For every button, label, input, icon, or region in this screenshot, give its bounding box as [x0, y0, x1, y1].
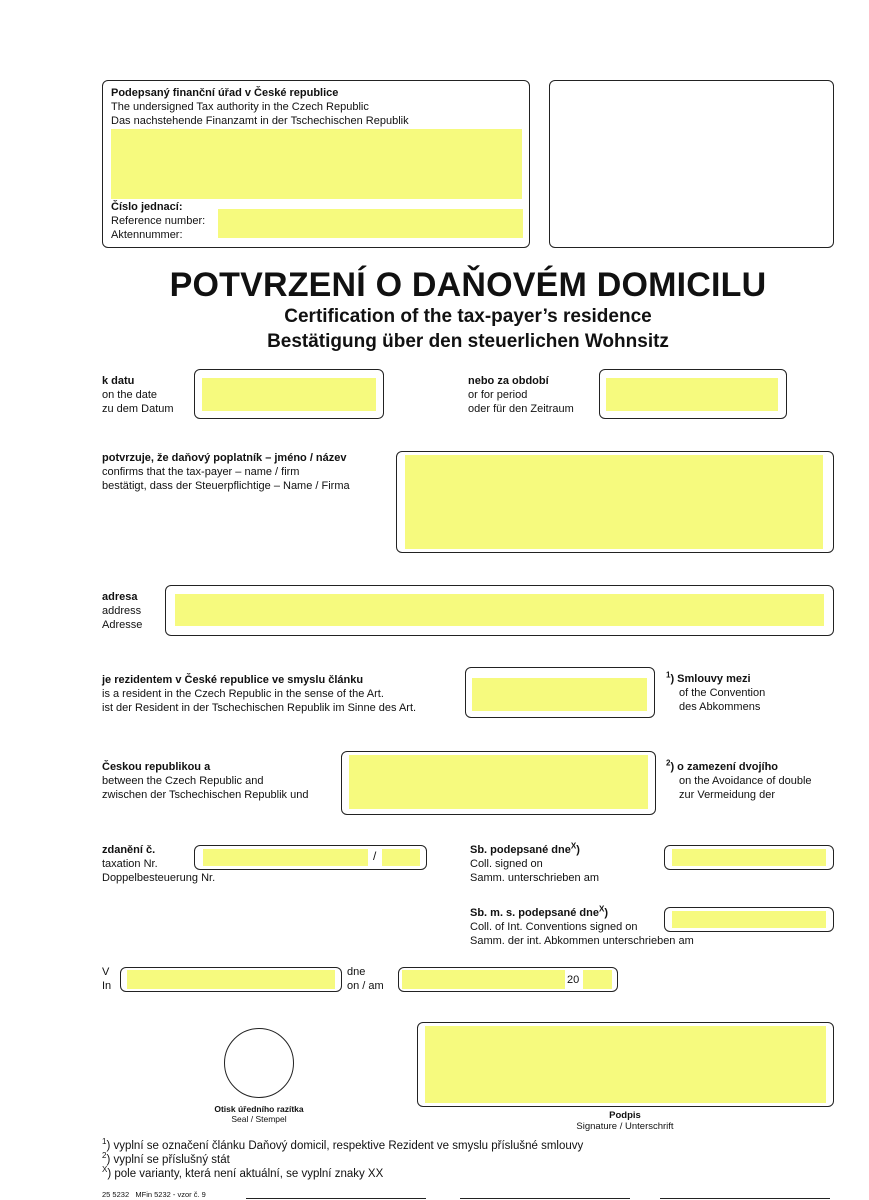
- year-field[interactable]: [583, 970, 612, 989]
- country-field[interactable]: [349, 755, 648, 809]
- date-label: [102, 374, 174, 416]
- when-label-cz: dne: [347, 966, 366, 978]
- int-coll-label-cz: Sb. m. s. podepsané dne: [470, 907, 599, 919]
- period-label: [468, 374, 574, 416]
- taxation-label-cz: zdanění č.: [102, 844, 156, 856]
- authority-name-field[interactable]: [111, 129, 522, 199]
- taxpayer-label-en: confirms that the tax-payer – name / firm: [102, 466, 300, 478]
- resident-label-cz: je rezidentem v České republice ve smyslu článku: [102, 674, 364, 686]
- int-coll-field[interactable]: [672, 911, 826, 928]
- authority-label: [111, 86, 409, 128]
- signature-label-en: Signature / Unterschrift: [576, 1121, 674, 1132]
- seal-circle: [224, 1028, 294, 1098]
- period-label-de: oder für den Zeitraum: [468, 403, 574, 415]
- page-title: POTVRZENÍ O DAŇOVÉM DOMICILU: [169, 266, 767, 304]
- page-subtitle-en: Certification of the tax-payer’s residence: [284, 306, 652, 327]
- year-prefix: 20: [567, 974, 580, 986]
- signature-label: [545, 1110, 705, 1132]
- date-label-de: zu dem Datum: [102, 403, 174, 415]
- coll-sup: X: [570, 841, 577, 851]
- taxation-number-field[interactable]: [203, 849, 368, 866]
- reference-label-cz: Číslo jednací:: [111, 201, 183, 213]
- place-label: [102, 965, 111, 993]
- resident-label-en: is a resident in the Czech Republic in the sense of the Art.: [102, 688, 384, 700]
- address-field[interactable]: [175, 594, 824, 626]
- convention-label-cz: ) Smlouvy mezi: [670, 673, 751, 685]
- country-label-cz: Českou republikou a: [102, 761, 211, 773]
- footnote-2-text: ) vyplní se příslušný stát: [106, 1154, 230, 1166]
- avoidance-label-de: zur Vermeidung der: [679, 789, 775, 801]
- taxation-slash: /: [373, 849, 377, 863]
- address-label-cz: adresa: [102, 591, 138, 603]
- address-label-en: address: [102, 605, 142, 617]
- avoidance-label-en: on the Avoidance of double: [679, 775, 812, 787]
- footnote-1-text: ) vyplní se označení článku Daňový domicil, respektive Rezident ve smyslu příslušné smlouvy: [106, 1140, 584, 1152]
- address-label: [102, 590, 142, 632]
- place-label-en: In: [102, 980, 112, 992]
- form-code: 25 5232 MFin 5232 - vzor č. 9: [102, 1190, 206, 1199]
- convention-label-de: des Abkommens: [679, 701, 761, 713]
- country-label-en: between the Czech Republic and: [102, 775, 264, 787]
- seal-label-cz: Otisk úředního razítka: [214, 1104, 304, 1114]
- taxpayer-label: [102, 451, 350, 493]
- country-label-de: zwischen der Tschechischen Republik und: [102, 789, 309, 801]
- int-coll-label: [470, 906, 694, 948]
- signature-field[interactable]: [425, 1026, 826, 1103]
- taxpayer-label-cz: potvrzuje, že daňový poplatník – jméno / název: [102, 452, 347, 464]
- footnote-3: [102, 1167, 383, 1181]
- authority-label-cz: Podepsaný finanční úřad v České republice: [111, 87, 339, 99]
- when-field[interactable]: [402, 970, 565, 989]
- period-label-en: or for period: [468, 389, 528, 401]
- reference-number-label: [111, 200, 205, 242]
- footnote-3-text: ) pole varianty, která není aktuální, se vyplní znaky XX: [107, 1168, 384, 1180]
- int-coll-label-en: Coll. of Int. Conventions signed on: [470, 921, 638, 933]
- signature-label-cz: Podpis: [609, 1110, 641, 1121]
- coll-signed-label-en: Coll. signed on: [470, 858, 543, 870]
- footnote-3-sup: X: [102, 1165, 108, 1175]
- footnote-1: [102, 1139, 583, 1153]
- taxation-label-de: Doppelbesteuerung Nr.: [102, 872, 216, 884]
- authority-label-en: The undersigned Tax authority in the Czech Republic: [111, 101, 369, 113]
- authority-label-de: Das nachstehende Finanzamt in der Tschechischen Republik: [111, 115, 409, 127]
- avoidance-label: [666, 760, 812, 802]
- taxpayer-name-field[interactable]: [405, 455, 823, 549]
- coll-close: ): [576, 844, 580, 856]
- reference-label-en: Reference number:: [111, 215, 206, 227]
- seal-label-en: Seal / Stempel: [231, 1114, 287, 1124]
- avoidance-label-cz: ) o zamezení dvojího: [670, 761, 779, 773]
- period-field[interactable]: [606, 378, 778, 411]
- coll-signed-label-de: Samm. unterschrieben am: [470, 872, 599, 884]
- country-label: [102, 760, 308, 802]
- int-coll-sup: X: [598, 904, 605, 914]
- coll-signed-field[interactable]: [672, 849, 826, 866]
- resident-label: [102, 673, 416, 715]
- place-label-cz: V: [102, 966, 110, 978]
- when-label: [347, 965, 384, 993]
- footnote-2-sup: 2: [102, 1151, 107, 1161]
- bottom-rule-3: [660, 1198, 830, 1199]
- coll-signed-label: [470, 843, 599, 885]
- resident-label-de: ist der Resident in der Tschechischen Republik im Sinne des Art.: [102, 702, 417, 714]
- taxpayer-label-de: bestätigt, dass der Steuerpflichtige – Name / Firma: [102, 480, 350, 492]
- place-field[interactable]: [127, 970, 335, 989]
- bottom-rule-1: [246, 1198, 426, 1199]
- page-subtitle-de: Bestätigung über den steuerlichen Wohnsitz: [267, 331, 669, 352]
- period-label-cz: nebo za období: [468, 375, 549, 387]
- int-coll-close: ): [604, 907, 608, 919]
- int-coll-label-de: Samm. der int. Abkommen unterschrieben am: [470, 935, 694, 947]
- convention-sup: 1: [666, 670, 671, 680]
- article-field[interactable]: [472, 678, 647, 711]
- footnote-1-sup: 1: [102, 1137, 107, 1147]
- coll-signed-label-cz: Sb. podepsané dne: [470, 844, 571, 856]
- bottom-rule-2: [460, 1198, 630, 1199]
- when-label-en: on / am: [347, 980, 384, 992]
- stamp-box: [549, 80, 834, 248]
- convention-label-en: of the Convention: [679, 687, 766, 699]
- taxation-year-field[interactable]: [382, 849, 420, 866]
- seal-label: [189, 1104, 329, 1124]
- avoidance-sup: 2: [666, 758, 671, 768]
- convention-label: [666, 672, 765, 714]
- footnote-2: [102, 1153, 230, 1167]
- date-label-cz: k datu: [102, 375, 135, 387]
- date-field[interactable]: [202, 378, 376, 411]
- reference-number-field[interactable]: [218, 209, 523, 238]
- date-label-en: on the date: [102, 389, 158, 401]
- taxation-label-en: taxation Nr.: [102, 858, 158, 870]
- reference-label-de: Aktennummer:: [111, 229, 183, 241]
- address-label-de: Adresse: [102, 619, 143, 631]
